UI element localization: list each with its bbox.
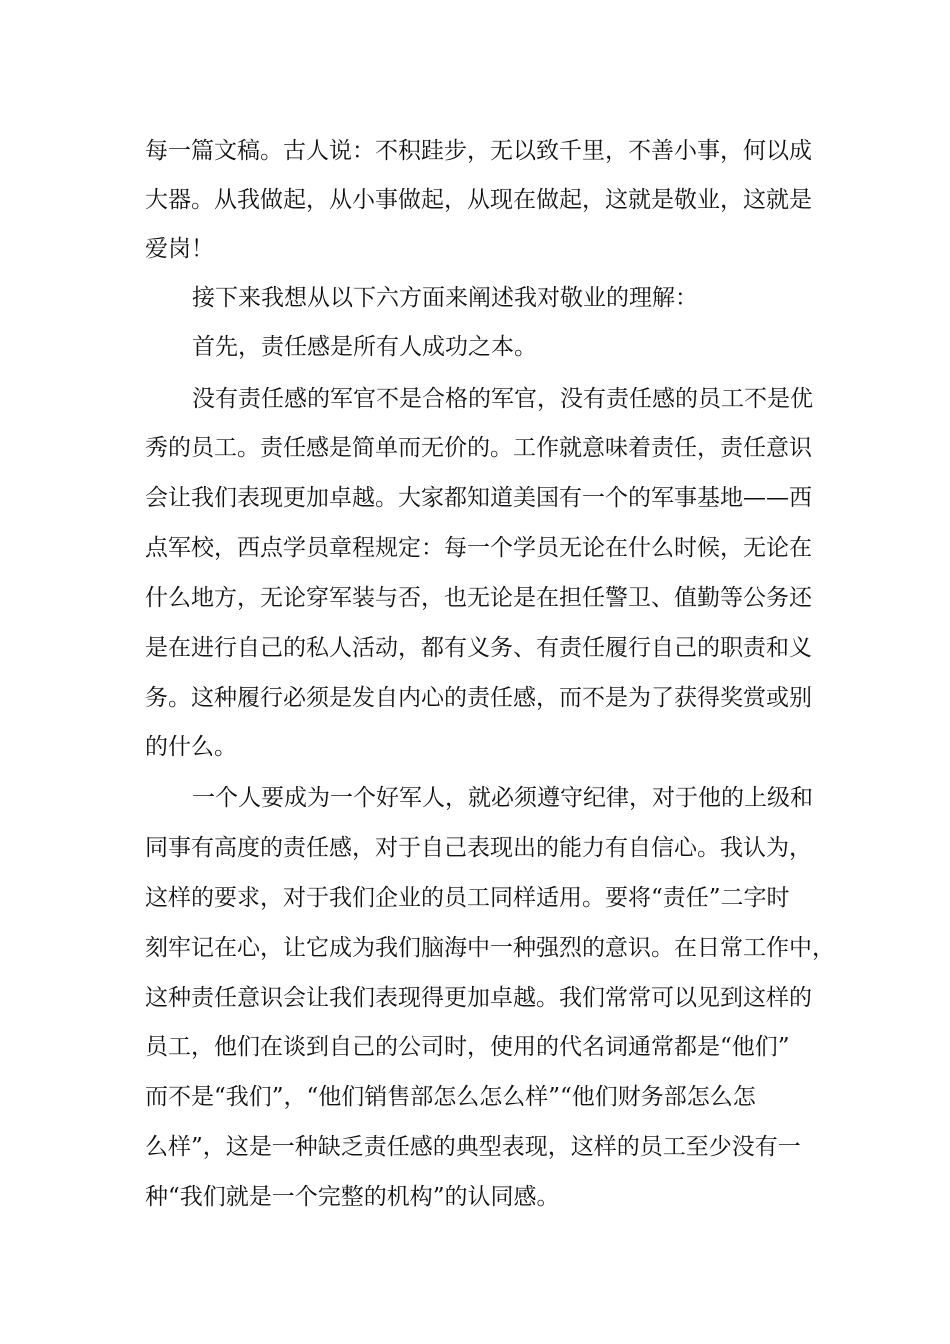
text-line: 这样的要求，对于我们企业的员工同样适用。要将“责任”二字时 (145, 885, 790, 911)
text-line: 秀的员工。责任感是简单而无价的。工作就意味着责任，责任意识 (145, 435, 812, 461)
paragraph-first-line: 没有责任感的军官不是合格的军官，没有责任感的员工不是优 (192, 386, 813, 412)
text-line: 什么地方，无论穿军装与否，也无论是在担任警卫、值勤等公务还 (145, 585, 812, 611)
text-line: 每一篇文稿。古人说：不积跬步，无以致千里，不善小事，何以成 (145, 138, 812, 164)
text-line: 爱岗！ (145, 236, 214, 262)
paragraph-first-line: 一个人要成为一个好军人，就必须遵守纪律，对于他的上级和 (192, 785, 813, 811)
text-line: 么样”，这是一种缺乏责任感的典型表现，这样的员工至少没有一 (145, 1134, 801, 1160)
text-line: 而不是“我们”，“他们销售部怎么怎么样”“他们财务部怎么怎 (145, 1084, 756, 1110)
text-line: 点军校，西点学员章程规定：每一个学员无论在什么时候，无论在 (145, 535, 812, 561)
text-line: 务。这种履行必须是发自内心的责任感，而不是为了获得奖赏或别 (145, 685, 812, 711)
text-line: 同事有高度的责任感，对于自己表现出的能力有自信心。我认为， (145, 835, 812, 861)
text-line: 刻牢记在心，让它成为我们脑海中一种强烈的意识。在日常工作中， (145, 935, 835, 961)
text-line: 的什么。 (145, 734, 237, 760)
text-line: 会让我们表现更加卓越。大家都知道美国有一个的军事基地——西 (145, 485, 812, 511)
text-line: 是在进行自己的私人活动，都有义务、有责任履行自己的职责和义 (145, 635, 812, 661)
text-line: 员工，他们在谈到自己的公司时，使用的代名词通常都是“他们” (145, 1034, 790, 1060)
paragraph-first-line: 接下来我想从以下六方面来阐述我对敬业的理解： (192, 285, 698, 311)
text-line: 种“我们就是一个完整的机构”的认同感。 (145, 1184, 560, 1210)
text-line: 大器。从我做起，从小事做起，从现在做起，这就是敬业，这就是 (145, 187, 812, 213)
text-line: 这种责任意识会让我们表现得更加卓越。我们常常可以见到这样的 (145, 985, 812, 1011)
section-heading: 首先，责任感是所有人成功之本。 (192, 334, 537, 360)
